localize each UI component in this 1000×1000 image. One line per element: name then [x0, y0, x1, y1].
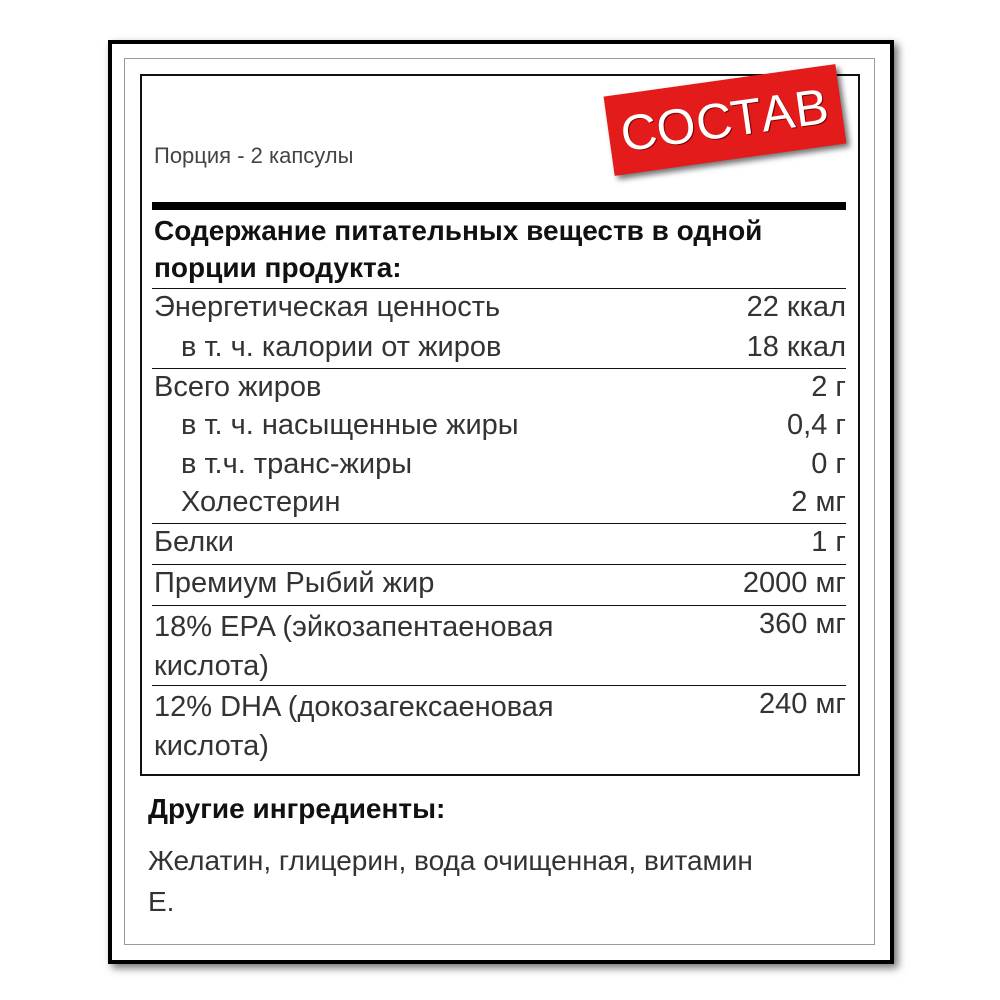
table-row	[152, 484, 846, 523]
composition-badge: СОСТАВ	[604, 64, 847, 176]
row-value: 0 г	[811, 448, 846, 480]
row-value: 240 мг	[759, 688, 846, 720]
table-row	[152, 368, 846, 407]
nutrition-table	[152, 288, 846, 765]
row-value: 2000 мг	[742, 567, 846, 599]
row-value: 22 ккал	[746, 291, 846, 323]
row-name: 12% DHA (докозагексаеновая кислота)	[154, 691, 554, 762]
row-name: 18% EPA (эйкозапентаеновая кислота)	[154, 611, 554, 682]
table-row	[152, 564, 846, 605]
other-ingredients-text: Желатин, глицерин, вода очищенная, витамин Е.	[148, 845, 753, 917]
row-name: Всего жиров	[154, 371, 322, 403]
row-value: 360 мг	[759, 608, 846, 640]
nutrition-heading: Содержание питательных веществ в одной порции продукта:	[154, 215, 763, 283]
table-row	[152, 685, 846, 765]
row-name: Белки	[154, 526, 235, 558]
row-name: в т. ч. калории от жиров	[181, 331, 502, 363]
row-value: 1 г	[811, 526, 846, 558]
table-row	[152, 407, 846, 446]
heading-divider	[152, 202, 846, 210]
row-name: в т.ч. транс-жиры	[181, 448, 413, 480]
row-value: 2 мг	[791, 486, 846, 518]
table-row	[152, 605, 846, 685]
row-name: Холестерин	[181, 486, 341, 518]
table-row	[152, 523, 846, 564]
table-row	[152, 288, 846, 329]
row-name: Энергетическая ценность	[154, 291, 501, 323]
row-name: Премиум Рыбий жир	[154, 567, 435, 599]
table-row	[152, 329, 846, 368]
other-ingredients-title: Другие ингредиенты:	[148, 793, 446, 824]
row-name: в т. ч. насыщенные жиры	[181, 409, 519, 441]
serving-size: Порция - 2 капсулы	[154, 143, 354, 168]
row-value: 18 ккал	[746, 331, 846, 363]
row-value: 2 г	[811, 371, 846, 403]
row-value: 0,4 г	[787, 409, 846, 441]
table-row	[152, 446, 846, 484]
